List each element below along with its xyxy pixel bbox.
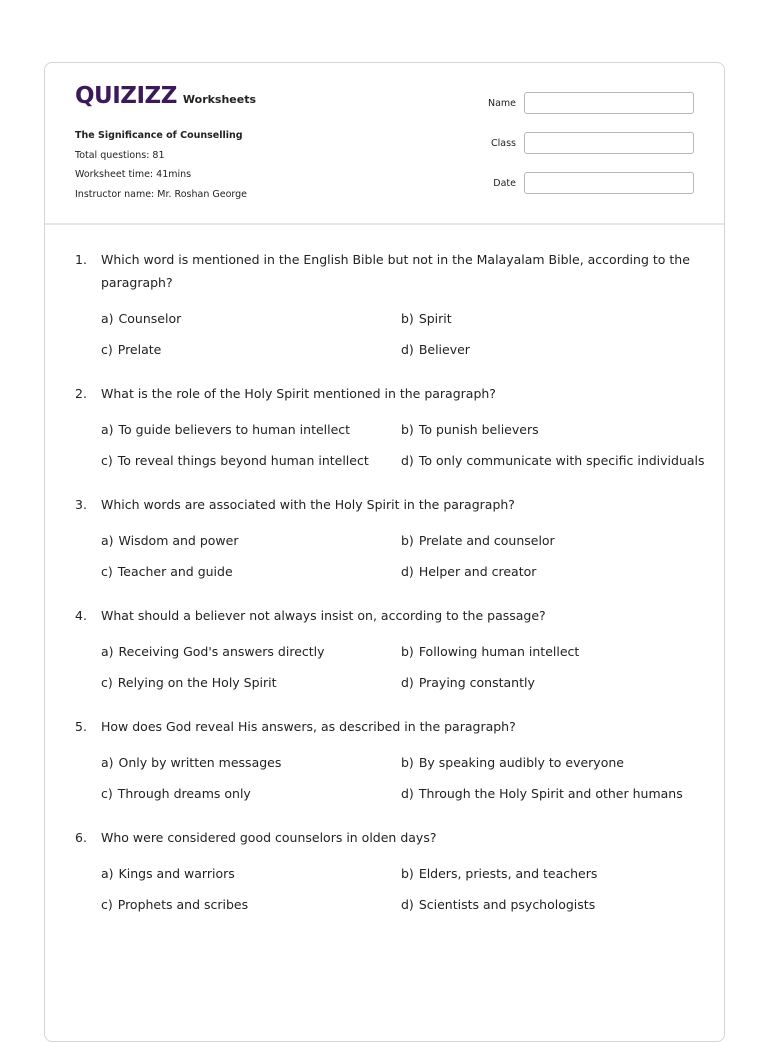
option-text: To only communicate with specific individuals	[418, 453, 705, 468]
option-text: Only by written messages	[118, 755, 282, 770]
worksheet-title: The Significance of Counselling	[75, 130, 243, 141]
option-d	[401, 674, 701, 692]
option-text: To guide believers to human intellect	[118, 422, 351, 437]
option-letter: b)	[401, 422, 414, 437]
option-c	[101, 785, 401, 803]
worksheet-meta	[75, 126, 247, 204]
brand	[75, 83, 256, 109]
worksheet-time: Worksheet time: 41mins	[75, 169, 192, 180]
name-field-row	[488, 91, 694, 115]
question-number: 5.	[75, 719, 87, 734]
option-b	[401, 643, 701, 661]
worksheet-header	[45, 63, 724, 225]
option-letter: a)	[101, 422, 114, 437]
option-text: By speaking audibly to everyone	[418, 755, 624, 770]
option-text: Relying on the Holy Spirit	[117, 675, 277, 690]
answer-options	[101, 532, 715, 581]
option-text: Scientists and psychologists	[418, 897, 596, 912]
option-text: Wisdom and power	[118, 533, 239, 548]
question-item	[75, 382, 715, 470]
question-text: What is the role of the Holy Spirit mentioned in the paragraph?	[101, 386, 496, 401]
option-letter: d)	[401, 342, 414, 357]
class-field[interactable]	[524, 132, 694, 154]
question-text: Which words are associated with the Holy Spirit in the paragraph?	[101, 497, 515, 512]
question-number: 3.	[75, 497, 87, 512]
student-fields	[488, 91, 694, 211]
question-number: 4.	[75, 608, 87, 623]
option-letter: d)	[401, 675, 414, 690]
question-item	[75, 493, 715, 581]
option-d	[401, 896, 701, 914]
option-a	[101, 310, 401, 328]
option-text: To reveal things beyond human intellect	[117, 453, 369, 468]
option-a	[101, 865, 401, 883]
option-b	[401, 865, 701, 883]
class-label: Class	[491, 137, 516, 149]
option-c	[101, 452, 401, 470]
option-letter: a)	[101, 866, 114, 881]
option-text: Helper and creator	[418, 564, 537, 579]
date-field-row	[488, 171, 694, 195]
option-text: Following human intellect	[418, 644, 580, 659]
option-a	[101, 643, 401, 661]
instructor-name: Instructor name: Mr. Roshan George	[75, 188, 247, 200]
option-text: To punish believers	[418, 422, 539, 437]
option-b	[401, 532, 701, 550]
answer-options	[101, 865, 715, 914]
option-text: Through the Holy Spirit and other humans	[418, 786, 683, 801]
option-a	[101, 421, 401, 439]
question-item	[75, 248, 715, 359]
question-text: What should a believer not always insist on, according to the passage?	[101, 608, 546, 623]
option-text: Spirit	[418, 311, 452, 326]
answer-options	[101, 421, 715, 470]
option-letter: b)	[401, 755, 414, 770]
option-text: Believer	[418, 342, 470, 357]
option-c	[101, 896, 401, 914]
option-d	[401, 563, 701, 581]
option-text: Prelate	[117, 342, 162, 357]
option-b	[401, 754, 701, 772]
option-letter: d)	[401, 453, 414, 468]
option-c	[101, 563, 401, 581]
option-b	[401, 421, 701, 439]
question-number: 1.	[75, 252, 87, 267]
option-letter: c)	[101, 675, 113, 690]
option-letter: a)	[101, 755, 114, 770]
name-field[interactable]	[524, 92, 694, 114]
worksheet-card	[44, 62, 725, 1042]
option-b	[401, 310, 701, 328]
question-text: How does God reveal His answers, as described in the paragraph?	[101, 719, 516, 734]
option-letter: b)	[401, 533, 414, 548]
option-letter: c)	[101, 342, 113, 357]
option-letter: b)	[401, 644, 414, 659]
question-list	[75, 248, 715, 937]
option-text: Prelate and counselor	[418, 533, 555, 548]
option-letter: c)	[101, 453, 113, 468]
question-number: 6.	[75, 830, 87, 845]
option-letter: c)	[101, 897, 113, 912]
question-item	[75, 604, 715, 692]
option-text: Receiving God's answers directly	[118, 644, 325, 659]
class-field-row	[488, 131, 694, 155]
option-text: Praying constantly	[418, 675, 535, 690]
option-text: Elders, priests, and teachers	[418, 866, 598, 881]
answer-options	[101, 310, 715, 359]
option-letter: c)	[101, 786, 113, 801]
option-text: Counselor	[118, 311, 182, 326]
option-d	[401, 785, 701, 803]
total-questions: Total questions: 81	[75, 149, 165, 161]
option-d	[401, 452, 705, 470]
option-letter: d)	[401, 786, 414, 801]
question-item	[75, 715, 715, 803]
option-text: Prophets and scribes	[117, 897, 249, 912]
date-field[interactable]	[524, 172, 694, 194]
option-letter: b)	[401, 311, 414, 326]
quizizz-logo: QUIZIZZ	[75, 83, 177, 109]
date-label: Date	[493, 177, 516, 189]
option-letter: d)	[401, 564, 414, 579]
question-text: Which word is mentioned in the English Bible but not in the Malayalam Bible, according to the paragraph?	[101, 252, 690, 290]
option-letter: b)	[401, 866, 414, 881]
product-name: Worksheets	[182, 93, 257, 106]
option-letter: d)	[401, 897, 414, 912]
answer-options	[101, 754, 715, 803]
option-text: Teacher and guide	[117, 564, 233, 579]
question-text: Who were considered good counselors in olden days?	[101, 830, 437, 845]
question-item	[75, 826, 715, 914]
option-text: Through dreams only	[117, 786, 251, 801]
option-letter: a)	[101, 311, 114, 326]
question-number: 2.	[75, 386, 87, 401]
option-letter: c)	[101, 564, 113, 579]
option-a	[101, 532, 401, 550]
option-d	[401, 341, 701, 359]
option-letter: a)	[101, 533, 114, 548]
option-letter: a)	[101, 644, 114, 659]
name-label: Name	[487, 97, 516, 109]
option-text: Kings and warriors	[118, 866, 235, 881]
option-c	[101, 674, 401, 692]
answer-options	[101, 643, 715, 692]
option-c	[101, 341, 401, 359]
option-a	[101, 754, 401, 772]
